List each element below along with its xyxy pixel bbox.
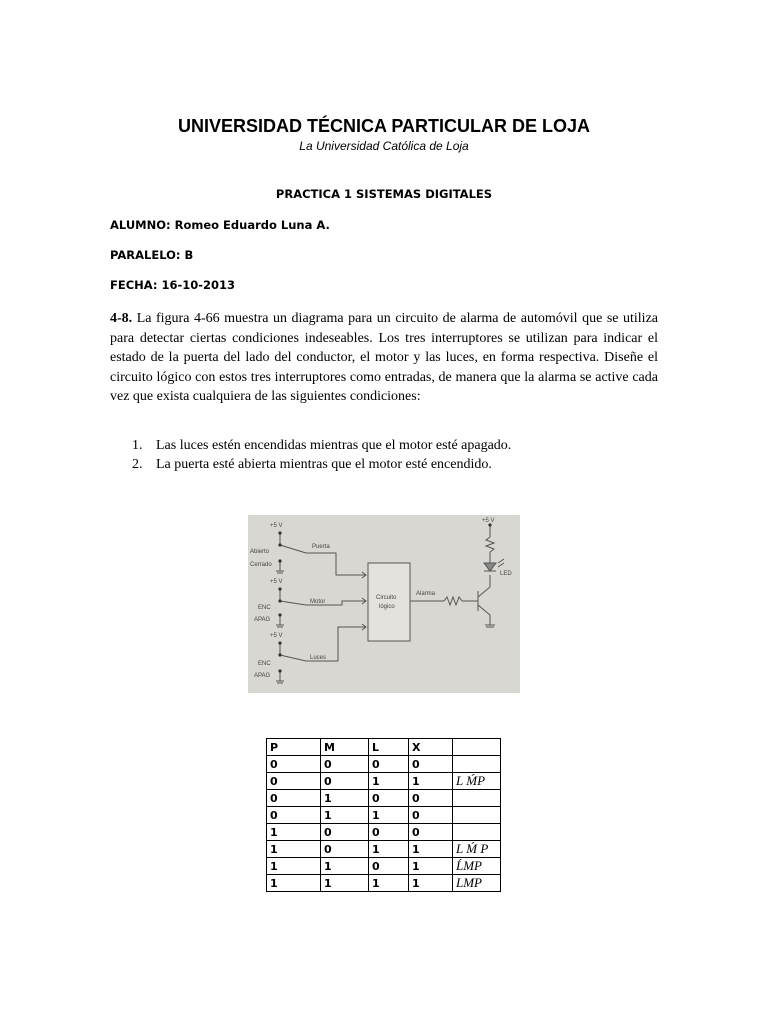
term-cell: L Ḿ P [453,841,501,858]
column-header-l: L [369,739,409,756]
table-cell: 1 [321,807,369,824]
table-cell: 1 [369,807,409,824]
table-cell: 0 [409,790,453,807]
circuit-diagram [248,515,520,693]
table-cell: 1 [267,875,321,892]
condition-number: 2. [132,457,143,472]
table-cell: 0 [369,824,409,841]
luces-label: Luces [310,655,327,661]
table-cell: 0 [267,756,321,773]
conditions-list [132,436,511,474]
table-row [267,807,501,824]
table-cell: 0 [267,807,321,824]
student-line: ALUMNO: Romeo Eduardo Luna A. [110,218,330,232]
table-cell: 0 [409,756,453,773]
condition-text: Las luces estén encendidas mientras que el motor esté apagado. [156,438,512,453]
table-cell: 1 [369,841,409,858]
problem-text: La figura 4-66 muestra un diagrama para un circuito de alarma de automóvil que se utiliza para detectar ciertas condiciones indeseables. Los tres interruptores se utilizan para indicar el estado de la puerta del lado del conductor, el motor y las luces, en forma respectiva. Diseñe el circuito lógico con estos tres interruptores como entradas, de manera que la alarma se active cada vez que exista cualquiera de las siguientes condiciones: [110,311,658,404]
table-cell: 1 [267,824,321,841]
table-cell: 1 [409,773,453,790]
puerta-label: Puerta [312,544,330,550]
table-cell: 0 [321,756,369,773]
enc-label: ENC [258,605,271,611]
motor-label: Motor [310,599,326,605]
table-cell: 1 [321,790,369,807]
column-header-term [453,739,501,756]
apag-label: APAG [254,617,271,623]
table-row [267,773,501,790]
vcc-label: +5 V [270,523,283,529]
parallel-line: PARALELO: B [110,248,194,262]
table-row [267,824,501,841]
condition-number: 1. [132,438,143,453]
table-header-row [267,739,501,756]
term-cell: ĹMP [453,858,501,875]
table-cell: 0 [369,756,409,773]
table-cell: 1 [321,858,369,875]
vcc-label: +5 V [482,518,495,524]
term-cell [453,790,501,807]
table-cell: 1 [409,858,453,875]
date-line: FECHA: 16-10-2013 [110,278,236,292]
column-header-p: P [267,739,321,756]
vcc-label: +5 V [270,579,283,585]
table-cell: 0 [267,773,321,790]
truth-table [266,738,501,892]
enc-label: ENC [258,661,271,667]
table-cell: 0 [409,807,453,824]
table-cell: 0 [369,858,409,875]
table-cell: 1 [369,773,409,790]
table-row [267,875,501,892]
alarma-label: Alarma [416,591,436,597]
problem-number: 4-8. [110,311,133,326]
table-cell: 1 [409,841,453,858]
apag-label: APAG [254,673,271,679]
list-item [132,455,511,474]
led-label: LED [500,571,512,577]
problem-statement [110,309,658,407]
table-cell: 1 [267,858,321,875]
table-cell: 0 [267,790,321,807]
table-cell: 0 [409,824,453,841]
table-row [267,858,501,875]
practice-title: PRACTICA 1 SISTEMAS DIGITALES [275,187,493,201]
table-cell: 1 [369,875,409,892]
block-label-line1: Circuito [376,595,397,601]
column-header-x: X [409,739,453,756]
column-header-m: M [321,739,369,756]
abierto-label: Abierto [250,549,270,555]
table-cell: 1 [321,875,369,892]
table-row [267,756,501,773]
term-cell [453,824,501,841]
term-cell: LMP [453,875,501,892]
table-cell: 1 [267,841,321,858]
term-cell [453,807,501,824]
circuit-figure [248,515,520,693]
block-label-line2: lógico [379,604,395,610]
table-cell: 0 [321,773,369,790]
university-subtitle: La Universidad Católica de Loja [299,139,469,153]
table-row [267,841,501,858]
term-cell: L ḾP [453,773,501,790]
table-cell: 1 [409,875,453,892]
table-cell: 0 [369,790,409,807]
list-item [132,436,511,455]
cerrado-label: Cerrado [250,562,272,568]
term-cell [453,756,501,773]
university-title: UNIVERSIDAD TÉCNICA PARTICULAR DE LOJA [177,116,590,136]
table-row [267,790,501,807]
vcc-label: +5 V [270,633,283,639]
condition-text: La puerta esté abierta mientras que el motor esté encendido. [156,457,492,472]
table-cell: 0 [321,841,369,858]
table-cell: 0 [321,824,369,841]
